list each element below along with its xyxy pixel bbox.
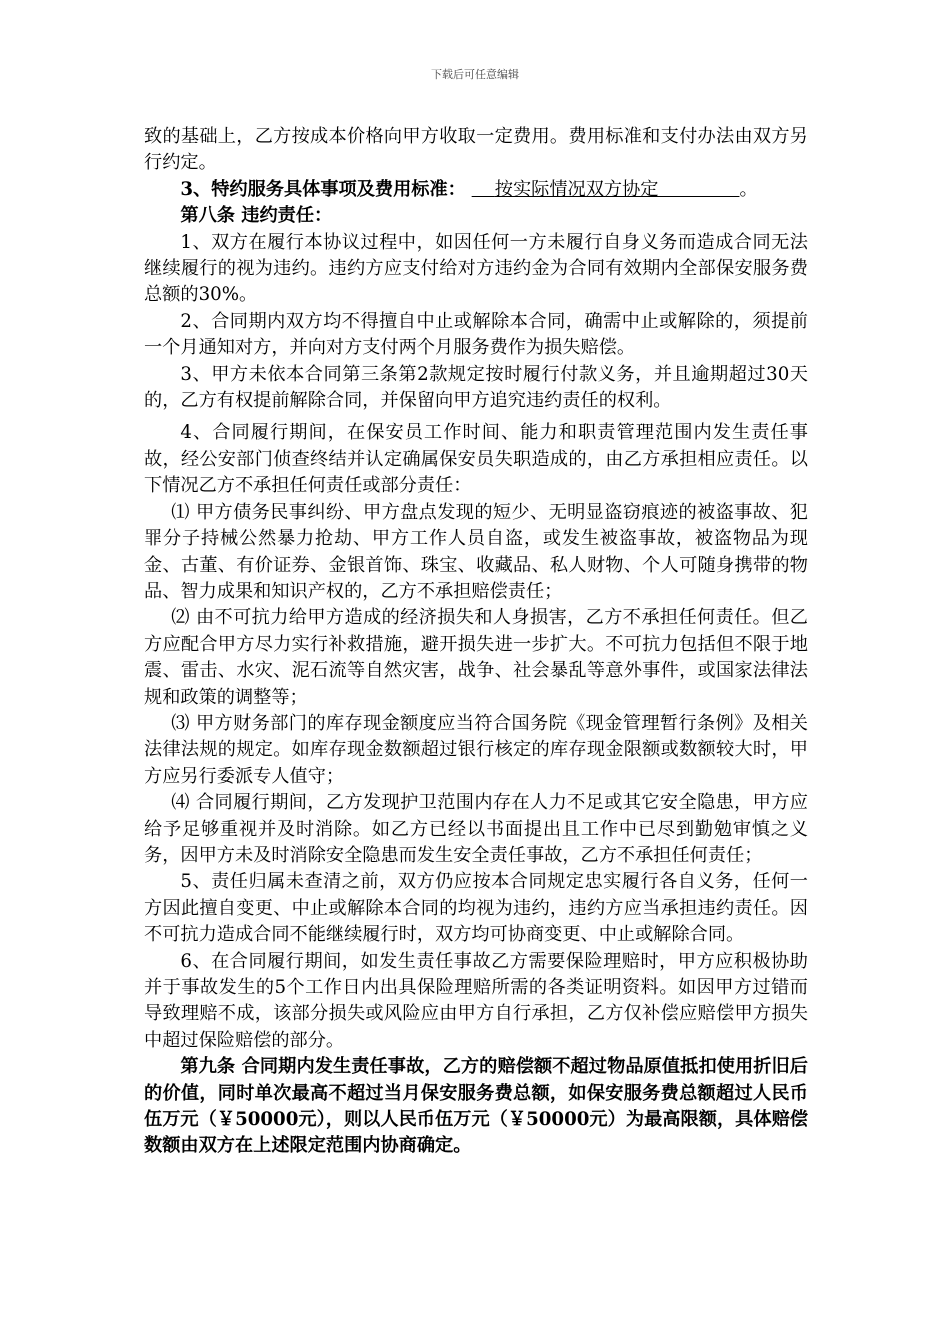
sub-clause-item: ⑴ 甲方债务民事纠纷、甲方盘点发现的短少、无明显盗窃痕迹的被盗事故、犯罪分子持械公然暴力抢劫、甲方工作人员自盗，或发生被盗事故，被盗物品为现金、古董、有价证券、金银首饰、珠宝、收藏品、私人财物、个人可随身携带的物品、智力成果和知识产权的，乙方不承担赔偿责任； xyxy=(144,501,808,602)
page-header: 下载后可任意编辑 xyxy=(431,68,519,81)
clause-item: 5、责任归属未查清之前，双方仍应按本合同规定忠实履行各自义务，任何一方因此擅自变更、中止或解除本合同的均视为违约，违约方应当承担违约责任。因不可抗力造成合同不能继续履行时，双方均可协商变更、中止或解除合同。 xyxy=(144,871,808,946)
article-9: 第九条 合同期内发生责任事故，乙方的赔偿额不超过物品原值抵扣使用折旧后的价值，同时单次最高不超过当月保安服务费总额，如保安服务费总额超过人民币伍万元（￥50000元），则以人民币伍万元（￥50000元）为最高限额，具体赔偿数额由双方在上述限定范围内协商确定。 xyxy=(144,1056,808,1157)
clause-item: 2、合同期内双方均不得擅自中止或解除本合同，确需中止或解除的，须提前一个月通知对方，并向对方支付两个月服务费作为损失赔偿。 xyxy=(144,310,808,359)
special-service-value: 按实际情况双方协定 xyxy=(494,178,659,200)
clause-item: 6、在合同履行期间，如发生责任事故乙方需要保险理赔时，甲方应积极协助并于事故发生的5个工作日内出具保险理赔所需的各类证明资料。如因甲方过错而导致理赔不成，该部分损失或风险应由甲方自行承担，乙方仅补偿应赔偿甲方损失中超过保险赔偿的部分。 xyxy=(144,950,808,1051)
clause-item: 3、甲方未依本合同第三条第2款规定按时履行付款义务，并且逾期超过30天的，乙方有权提前解除合同，并保留向甲方追究违约责任的权利。 xyxy=(144,363,808,412)
paragraph-continuation: 致的基础上，乙方按成本价格向甲方收取一定费用。费用标准和支付办法由双方另行约定。 xyxy=(144,126,808,174)
sub-clause-item: ⑶ 甲方财务部门的库存现金额度应当符合国务院《现金管理暂行条例》及相关法律法规的规定。如库存现金数额超过银行核定的库存现金限额或数额较大时，甲方应另行委派专人值守； xyxy=(144,712,808,787)
sub-clause-item: ⑵ 由不可抗力给甲方造成的经济损失和人身损害，乙方不承担任何责任。但乙方应配合甲方尽力实行补救措施，避开损失进一步扩大。不可抗力包括但不限于地震、雷击、水灾、泥石流等自然灾害，战争、社会暴乱等意外事件，或国家法律法规和政策的调整等； xyxy=(144,607,808,708)
clause-item: 1、双方在履行本协议过程中，如因任何一方未履行自身义务而造成合同无法继续履行的视为违约。违约方应支付给对方违约金为合同有效期内全部保安服务费总额的30%。 xyxy=(144,231,808,306)
sub-clause-item: ⑷ 合同履行期间，乙方发现护卫范围内存在人力不足或其它安全隐患，甲方应给予足够重视并及时消除。如乙方已经以书面提出且工作中已尽到勤勉审慎之义务，因甲方未及时消除安全隐患而发生安全责任事故，乙方不承担任何责任； xyxy=(144,792,808,866)
clause-item: 4、合同履行期间，在保安员工作时间、能力和职责管理范围内发生责任事故，经公安部门侦查终结并认定确属保安员失职造成的，由乙方承担相应责任。以下情况乙方不承担任何责任或部分责任： xyxy=(144,422,808,497)
article-8-title: 第八条 违约责任： xyxy=(180,205,333,227)
special-service-label: 3、特约服务具体事项及费用标准： xyxy=(180,178,466,200)
special-service-line: 3、特约服务具体事项及费用标准： 按实际情况双方协定 。 xyxy=(180,178,758,200)
document-body xyxy=(144,124,808,1160)
